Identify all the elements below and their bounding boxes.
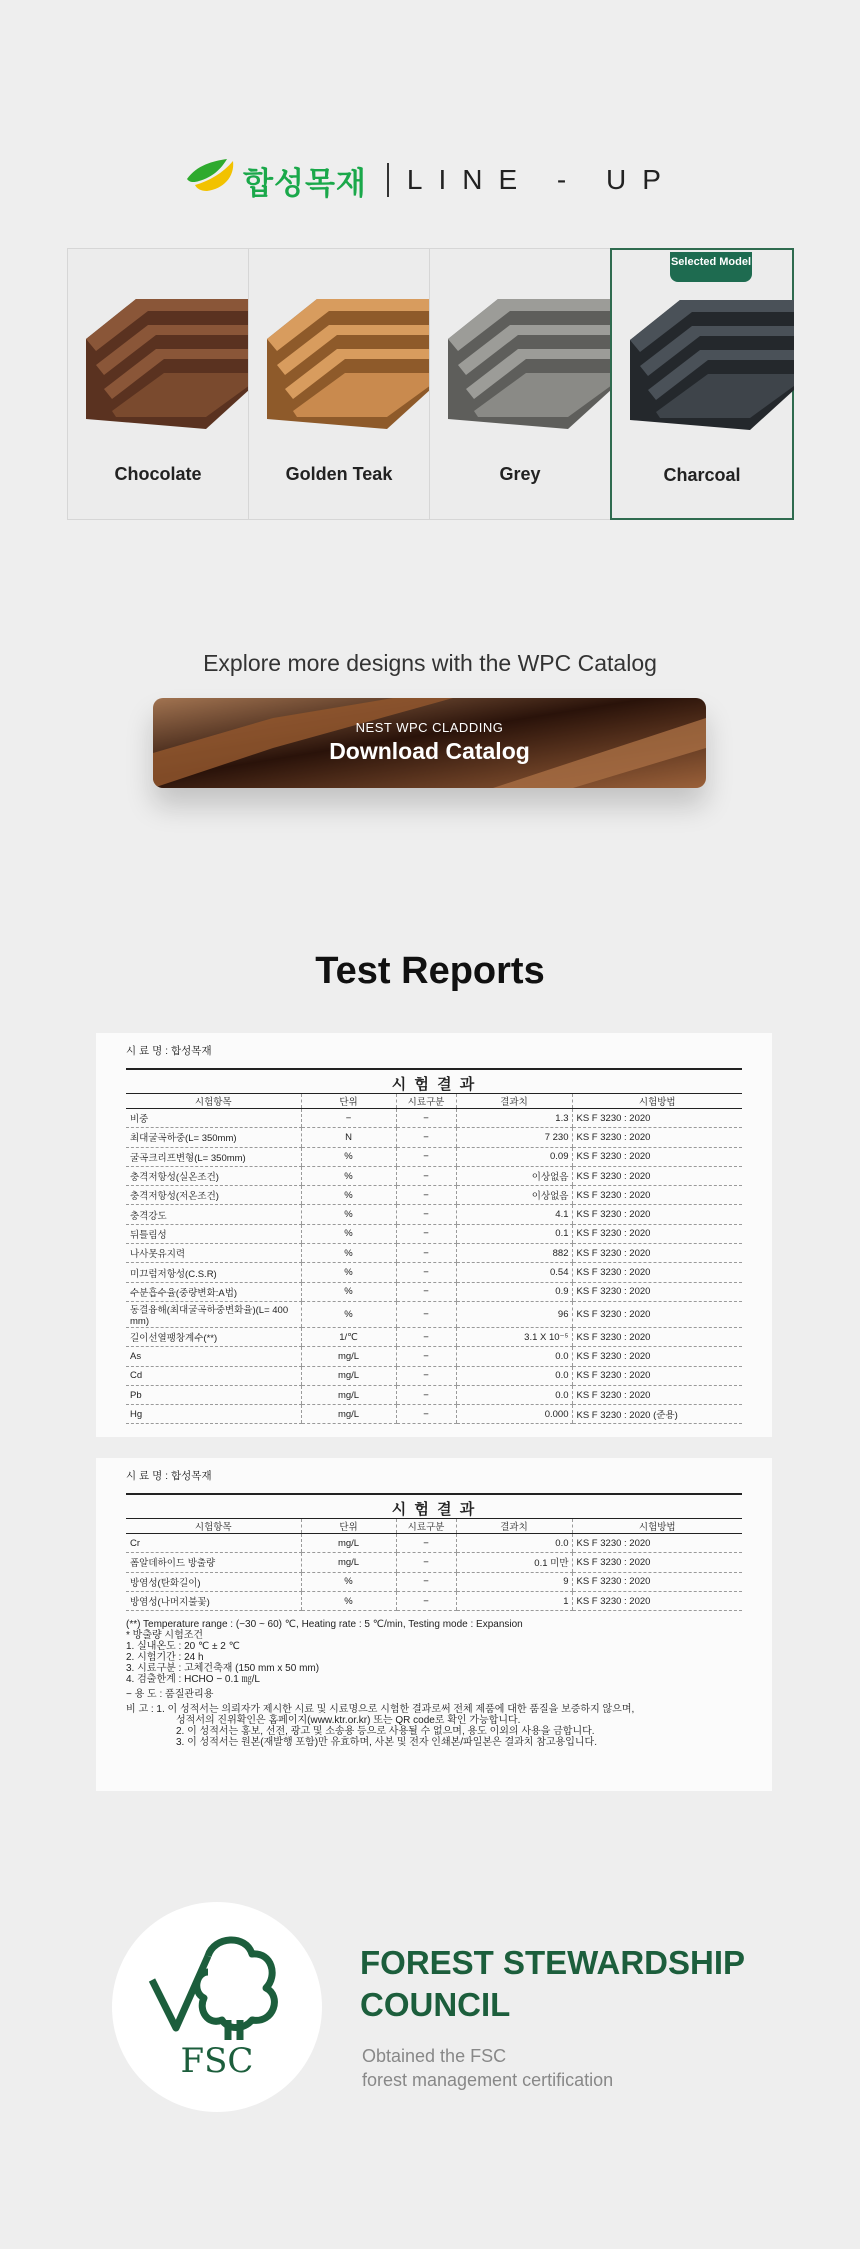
table-cell: 0.54 xyxy=(456,1263,572,1282)
table-cell: Cd xyxy=(126,1366,301,1385)
note-line: 성적서의 진위확인은 홈페이지(www.ktr.or.kr) 또는 QR code로 확인 가능합니다. xyxy=(176,1715,521,1727)
table-cell: − xyxy=(396,1347,456,1366)
table-cell: KS F 3230 : 2020 xyxy=(572,1166,742,1185)
table-cell: N xyxy=(301,1128,396,1147)
table-cell: − xyxy=(396,1327,456,1346)
fsc-desc-line: forest management certification xyxy=(362,2070,614,2090)
table-cell: − xyxy=(396,1366,456,1385)
table-cell: mg/L xyxy=(301,1366,396,1385)
table-cell: 충격강도 xyxy=(126,1205,301,1224)
table-cell: 1/℃ xyxy=(301,1327,396,1346)
brand-header xyxy=(0,140,860,220)
column-header: 시험방법 xyxy=(572,1094,742,1109)
table-cell: 방염성(탄화길이) xyxy=(126,1572,301,1591)
fsc-title xyxy=(360,1942,780,2026)
note-line: (**) Temperature range : (−30 ~ 60) ℃, Heating rate : 5 ℃/min, Testing mode : Expansion xyxy=(126,1619,523,1631)
table-row xyxy=(126,1591,742,1610)
table-cell: − xyxy=(301,1109,396,1128)
selected-model-badge: Selected Model xyxy=(670,252,752,282)
table-cell: − xyxy=(396,1166,456,1185)
table-cell: KS F 3230 : 2020 xyxy=(572,1347,742,1366)
table-cell: − xyxy=(396,1591,456,1610)
column-header: 시험항목 xyxy=(126,1094,301,1109)
table-cell: KS F 3230 : 2020 xyxy=(572,1553,742,1572)
note-line: * 방출량 시험조건 xyxy=(126,1630,204,1642)
table-cell: KS F 3230 : 2020 xyxy=(572,1186,742,1205)
table-cell: − xyxy=(396,1224,456,1243)
model-label: Golden Teak xyxy=(285,464,393,484)
model-card-golden-teak[interactable] xyxy=(248,248,430,520)
table-cell: % xyxy=(301,1147,396,1166)
table-cell: 7 230 xyxy=(456,1128,572,1147)
table-cell: KS F 3230 : 2020 xyxy=(572,1109,742,1128)
test-report-page-2 xyxy=(96,1458,772,1791)
table-cell: KS F 3230 : 2020 xyxy=(572,1282,742,1301)
table-cell: % xyxy=(301,1301,396,1327)
table-cell: 0.0 xyxy=(456,1347,572,1366)
catalog-sub-label: NEST WPC CLADDING xyxy=(355,720,504,735)
table-row xyxy=(126,1534,742,1553)
column-header: 시료구분 xyxy=(396,1519,456,1534)
table-cell: 1.3 xyxy=(456,1109,572,1128)
table-row xyxy=(126,1366,742,1385)
table-cell: 길이선열팽창계수(**) xyxy=(126,1327,301,1346)
column-header: 단위 xyxy=(301,1519,396,1534)
column-header: 시험방법 xyxy=(572,1519,742,1534)
note-line: 3. 시료구분 : 고체건축재 (150 mm x 50 mm) xyxy=(126,1663,320,1675)
table-cell: KS F 3230 : 2020 xyxy=(572,1244,742,1263)
table-cell: Hg xyxy=(126,1405,301,1424)
table-cell: 882 xyxy=(456,1244,572,1263)
table-header xyxy=(126,1519,742,1534)
table-row xyxy=(126,1263,742,1282)
table-header xyxy=(126,1094,742,1109)
table-cell: − xyxy=(396,1244,456,1263)
sample-name: 시 료 명 : 합성목재 xyxy=(126,1045,212,1057)
table-cell: − xyxy=(396,1147,456,1166)
model-card-chocolate[interactable] xyxy=(67,248,249,520)
table-row xyxy=(126,1572,742,1591)
column-header: 시료구분 xyxy=(396,1094,456,1109)
result-title: 시 험 결 과 xyxy=(126,1493,742,1518)
table-cell: Pb xyxy=(126,1385,301,1404)
table-cell: 이상없음 xyxy=(456,1186,572,1205)
table-cell: KS F 3230 : 2020 xyxy=(572,1385,742,1404)
table-cell: 3.1 X 10⁻⁵ xyxy=(456,1327,572,1346)
table-cell: mg/L xyxy=(301,1347,396,1366)
table-cell: KS F 3230 : 2020 xyxy=(572,1591,742,1610)
note-line: 4. 검출한계 : HCHO − 0.1 ㎎/L xyxy=(126,1674,260,1686)
results-table xyxy=(126,1518,742,1611)
table-cell: KS F 3230 : 2020 xyxy=(572,1327,742,1346)
table-cell: 수분흡수율(중량변화:A법) xyxy=(126,1282,301,1301)
model-card-grey[interactable] xyxy=(429,248,611,520)
table-cell: % xyxy=(301,1186,396,1205)
table-row xyxy=(126,1186,742,1205)
table-cell: 0.0 xyxy=(456,1366,572,1385)
table-cell: − xyxy=(396,1109,456,1128)
table-row xyxy=(126,1327,742,1346)
model-card-charcoal[interactable] xyxy=(610,248,794,520)
table-cell: 0.09 xyxy=(456,1147,572,1166)
table-cell: 1 xyxy=(456,1591,572,1610)
table-row xyxy=(126,1553,742,1572)
report-notes xyxy=(126,1619,742,1748)
table-row xyxy=(126,1109,742,1128)
plank-charcoal-image xyxy=(630,300,794,430)
note-line: 1. 실내온도 : 20 ℃ ± 2 ℃ xyxy=(126,1641,240,1653)
table-cell: KS F 3230 : 2020 xyxy=(572,1366,742,1385)
lineup-heading: LINE - UP xyxy=(406,164,677,195)
model-label: Chocolate xyxy=(114,464,202,484)
catalog-prompt: Explore more designs with the WPC Catalog xyxy=(203,650,657,676)
table-row xyxy=(126,1224,742,1243)
table-cell: % xyxy=(301,1282,396,1301)
table-cell: − xyxy=(396,1385,456,1404)
fsc-logo-text: FSC xyxy=(180,2041,254,2081)
table-cell: − xyxy=(396,1282,456,1301)
table-cell: 굴곡크리프변형(L= 350mm) xyxy=(126,1147,301,1166)
table-cell: − xyxy=(396,1205,456,1224)
table-row xyxy=(126,1405,742,1424)
fsc-tree-check-icon xyxy=(142,1932,292,2082)
table-cell: 0.0 xyxy=(456,1385,572,1404)
table-cell: KS F 3230 : 2020 xyxy=(572,1301,742,1327)
table-cell: % xyxy=(301,1263,396,1282)
table-cell: KS F 3230 : 2020 (준용) xyxy=(572,1405,742,1424)
fsc-title-line: FOREST STEWARDSHIP xyxy=(360,1944,746,1981)
model-label: Grey xyxy=(499,464,541,484)
table-cell: − xyxy=(396,1405,456,1424)
table-cell: mg/L xyxy=(301,1553,396,1572)
leaf-logo-icon xyxy=(183,155,237,205)
table-cell: % xyxy=(301,1205,396,1224)
sample-name: 시 료 명 : 합성목재 xyxy=(126,1470,212,1482)
table-cell: 이상없음 xyxy=(456,1166,572,1185)
column-header: 결과치 xyxy=(456,1094,572,1109)
table-cell: mg/L xyxy=(301,1385,396,1404)
table-row xyxy=(126,1385,742,1404)
table-row xyxy=(126,1205,742,1224)
table-cell: KS F 3230 : 2020 xyxy=(572,1534,742,1553)
table-cell: 뒤틀림성 xyxy=(126,1224,301,1243)
table-cell: − xyxy=(396,1301,456,1327)
note-line: 3. 이 성적서는 원본(재발행 포함)만 유효하며, 사본 및 전자 인쇄본/파일본은 결과치 참고용입니다. xyxy=(176,1737,597,1749)
table-cell: 비중 xyxy=(126,1109,301,1128)
table-cell: 나사못유지력 xyxy=(126,1244,301,1263)
catalog-button-label: Download Catalog xyxy=(329,738,530,764)
plank-chocolate-image xyxy=(86,299,250,429)
note-line: 2. 이 성적서는 홍보, 선전, 광고 및 소송용 등으로 사용될 수 없으며, 용도 이외의 사용을 금합니다. xyxy=(176,1726,595,1738)
brand-name: 합성목재 xyxy=(243,165,367,202)
table-row xyxy=(126,1128,742,1147)
note-line: − 용 도 : 품질관리용 xyxy=(126,1689,214,1701)
table-cell: % xyxy=(301,1244,396,1263)
table-cell: 0.1 미만 xyxy=(456,1553,572,1572)
plank-grey-image xyxy=(448,299,612,429)
table-cell: KS F 3230 : 2020 xyxy=(572,1572,742,1591)
table-cell: KS F 3230 : 2020 xyxy=(572,1263,742,1282)
table-cell: As xyxy=(126,1347,301,1366)
table-row xyxy=(126,1347,742,1366)
fsc-desc-line: Obtained the FSC xyxy=(362,2046,507,2066)
table-cell: − xyxy=(396,1128,456,1147)
table-row xyxy=(126,1244,742,1263)
table-cell: mg/L xyxy=(301,1534,396,1553)
table-cell: 96 xyxy=(456,1301,572,1327)
table-cell: 0.000 xyxy=(456,1405,572,1424)
table-cell: 9 xyxy=(456,1572,572,1591)
model-lineup xyxy=(67,248,794,520)
table-cell: 미끄럼저항성(C.S.R) xyxy=(126,1263,301,1282)
column-header: 단위 xyxy=(301,1094,396,1109)
table-row xyxy=(126,1301,742,1327)
fsc-logo xyxy=(112,1902,322,2112)
table-cell: 충격저항성(저온조건) xyxy=(126,1186,301,1205)
table-cell: 방염성(나머지불꽃) xyxy=(126,1591,301,1610)
model-label: Charcoal xyxy=(663,465,741,485)
table-cell: − xyxy=(396,1186,456,1205)
table-cell: KS F 3230 : 2020 xyxy=(572,1205,742,1224)
table-cell: 0.9 xyxy=(456,1282,572,1301)
column-header: 시험항목 xyxy=(126,1519,301,1534)
table-cell: % xyxy=(301,1224,396,1243)
table-cell: − xyxy=(396,1534,456,1553)
table-row xyxy=(126,1166,742,1185)
note-line: 비 고 : 1. 이 성적서는 의뢰자가 제시한 시료 및 시료명으로 시험한 결과로써 전체 제품에 대한 품질을 보증하지 않으며, xyxy=(126,1704,635,1716)
table-cell: − xyxy=(396,1553,456,1572)
table-row xyxy=(126,1282,742,1301)
table-cell: KS F 3230 : 2020 xyxy=(572,1224,742,1243)
table-cell: 0.0 xyxy=(456,1534,572,1553)
table-cell: Cr xyxy=(126,1534,301,1553)
table-cell: % xyxy=(301,1591,396,1610)
table-cell: KS F 3230 : 2020 xyxy=(572,1128,742,1147)
fsc-title-line: COUNCIL xyxy=(360,1986,511,2023)
table-row xyxy=(126,1147,742,1166)
test-report-page-1 xyxy=(96,1033,772,1437)
table-cell: 4.1 xyxy=(456,1205,572,1224)
table-cell: 최대굴곡하중(L= 350mm) xyxy=(126,1128,301,1147)
table-cell: − xyxy=(396,1572,456,1591)
table-cell: KS F 3230 : 2020 xyxy=(572,1147,742,1166)
table-cell: mg/L xyxy=(301,1405,396,1424)
test-reports-title: Test Reports xyxy=(315,950,545,992)
fsc-description xyxy=(362,2044,613,2092)
table-cell: 폼알데하이드 방출량 xyxy=(126,1553,301,1572)
plank-golden-teak-image xyxy=(267,299,431,429)
table-cell: − xyxy=(396,1263,456,1282)
column-header: 결과치 xyxy=(456,1519,572,1534)
brand-divider xyxy=(387,163,389,197)
results-table xyxy=(126,1093,742,1424)
table-cell: % xyxy=(301,1572,396,1591)
result-title: 시 험 결 과 xyxy=(126,1068,742,1093)
note-line: 2. 시험기간 : 24 h xyxy=(126,1652,204,1664)
table-cell: % xyxy=(301,1166,396,1185)
table-cell: 동결융해(최대굴곡하중변화율)(L= 400 mm) xyxy=(126,1301,301,1327)
table-cell: 충격저항성(실온조건) xyxy=(126,1166,301,1185)
table-cell: 0.1 xyxy=(456,1224,572,1243)
download-catalog-button[interactable] xyxy=(153,698,706,788)
